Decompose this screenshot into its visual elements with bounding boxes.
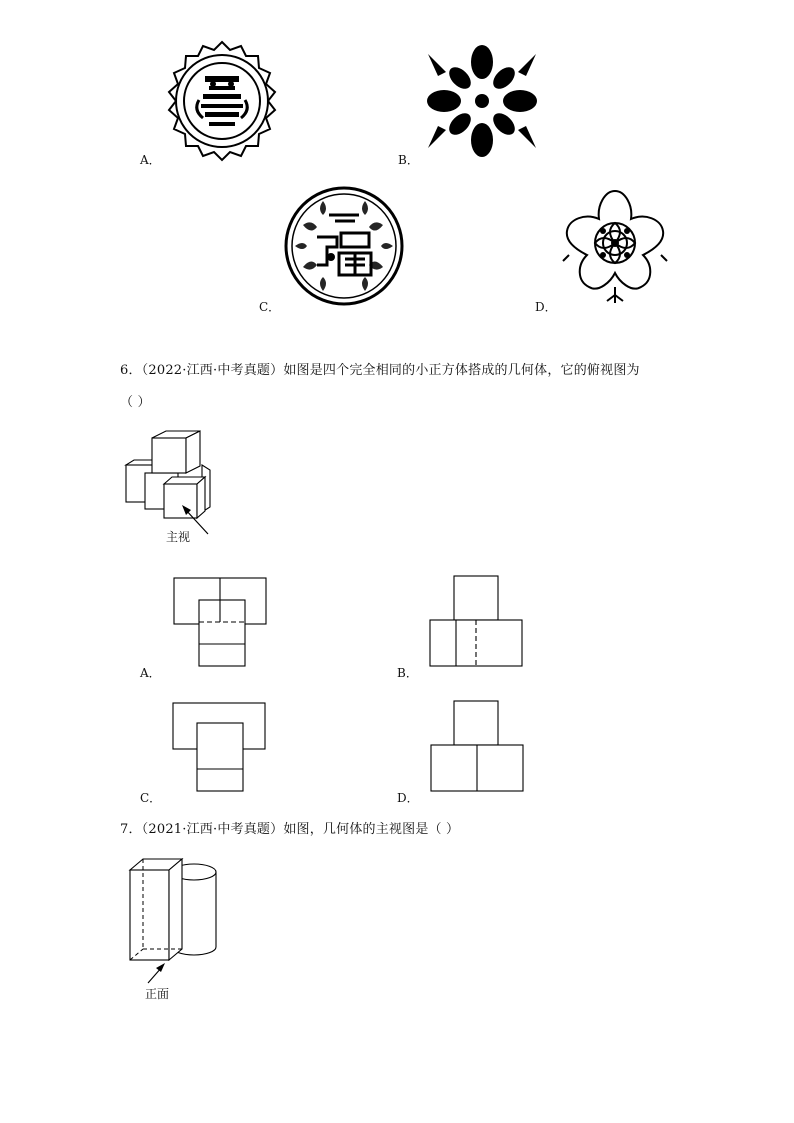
- q6-option-a-label[interactable]: A．: [140, 666, 161, 680]
- option-c-label[interactable]: C．: [259, 300, 281, 314]
- option-d-flower-image: [559, 185, 671, 307]
- question-7-source: （2021·江西·中考真题）: [141, 822, 284, 837]
- question-6-front-view-caption: 主视: [166, 530, 191, 544]
- option-b-label[interactable]: B．: [398, 153, 419, 167]
- question-6-source: （2022·江西·中考真题）: [141, 363, 284, 378]
- question-6-stem: 如图是四个完全相同的小正方体搭成的几何体，它的俯视图为: [283, 363, 640, 378]
- q6-option-d-label[interactable]: D．: [397, 791, 419, 805]
- question-7-front-caption: 正面: [145, 987, 170, 1001]
- q6-option-a-figure: [172, 576, 268, 668]
- q6-option-c-label[interactable]: C．: [140, 791, 162, 805]
- question-6-answer-blank[interactable]: （ ）: [120, 395, 151, 410]
- question-6-number: 6．: [120, 363, 142, 378]
- q6-option-c-figure: [171, 701, 267, 793]
- option-a-seal-image: [165, 40, 279, 162]
- option-a-label[interactable]: A．: [140, 153, 161, 167]
- option-c-coin-image: [283, 185, 405, 307]
- q6-option-b-figure: [428, 574, 524, 668]
- question-7-line: [120, 818, 459, 837]
- option-d-label[interactable]: D．: [535, 300, 557, 314]
- question-7-number: 7．: [120, 822, 142, 837]
- option-b-flower-image: [424, 40, 540, 162]
- q6-option-b-label[interactable]: B．: [397, 666, 418, 680]
- question-6-line: [120, 359, 640, 378]
- question-7-stem: 如图，几何体的主视图是（ ）: [283, 822, 460, 837]
- question-7-solid-figure: [126, 855, 226, 995]
- q6-option-d-figure: [429, 699, 525, 793]
